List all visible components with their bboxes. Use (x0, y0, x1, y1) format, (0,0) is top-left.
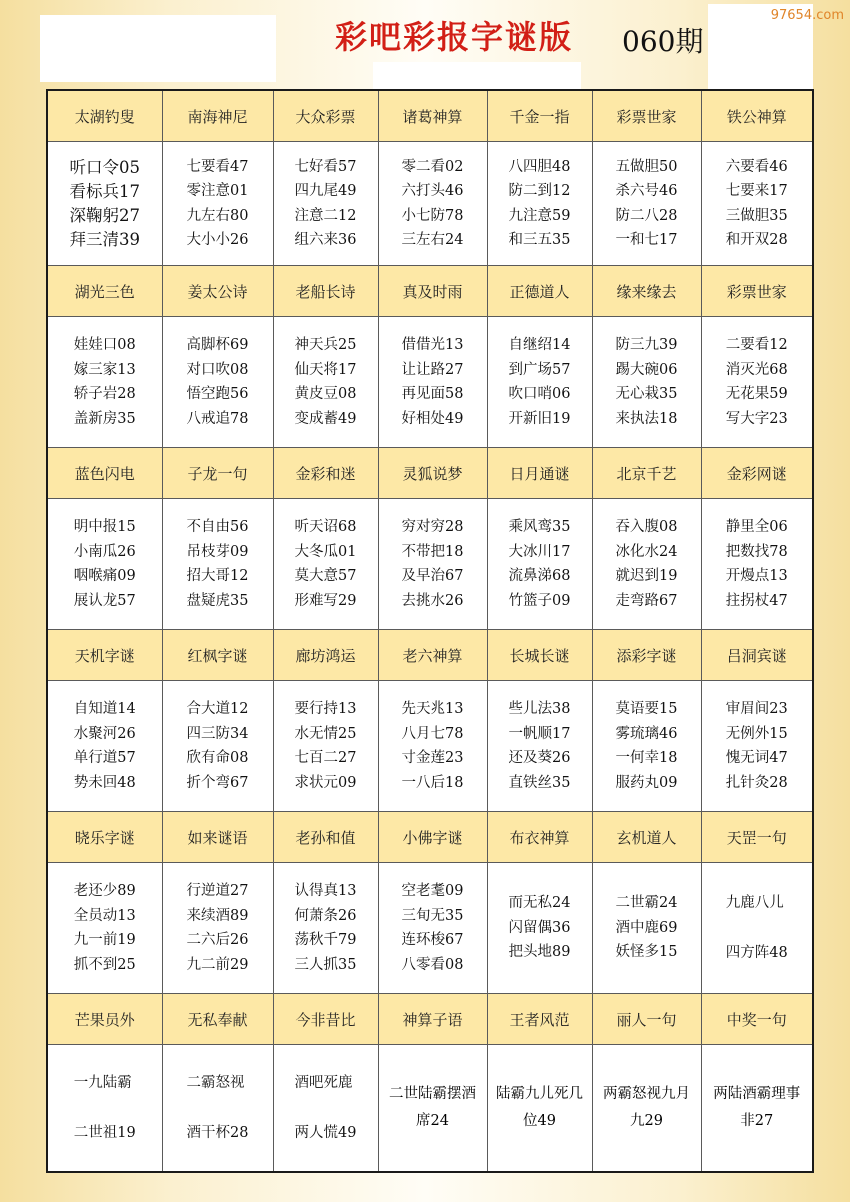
riddle-line: 大小小26 (186, 232, 249, 248)
header-cell: 晓乐字谜 (47, 812, 162, 863)
header-cell: 子龙一句 (162, 448, 273, 499)
riddle-line: 小七防78 (401, 207, 464, 224)
header-cell: 金彩网谜 (701, 448, 813, 499)
riddle-line: 行逆道27 (186, 883, 249, 899)
riddle-line: 仙天将17 (294, 361, 357, 378)
content-row (47, 142, 813, 266)
riddle-line: 要行持13 (294, 701, 357, 717)
riddle-line: 踢大碗06 (615, 361, 678, 378)
riddle-line: 防三九39 (615, 337, 678, 353)
header-row (47, 630, 813, 681)
riddle-cell (162, 142, 273, 266)
riddle-cell (701, 317, 813, 448)
riddle-line: 何萧条26 (294, 907, 357, 924)
riddle-cell (487, 317, 592, 448)
riddle-line: 流鼻涕68 (508, 568, 571, 584)
riddle-line: 招大哥12 (186, 568, 249, 584)
riddle-line: 拄拐杖47 (725, 592, 788, 609)
riddle-line: 四九尾49 (294, 183, 357, 199)
issue-number: 060期 (622, 25, 704, 58)
riddle-line: 八四胆48 (508, 158, 571, 175)
riddle-line: 四方阵48 (725, 945, 788, 961)
riddle-line: 九左右80 (186, 207, 249, 224)
riddle-line: 让让路27 (401, 361, 464, 378)
riddle-cell (592, 1045, 701, 1173)
riddle-cell (47, 681, 162, 812)
header-row (47, 90, 813, 142)
header-cell: 吕洞宾谜 (701, 630, 813, 681)
riddle-line: 吊枝芽09 (186, 543, 249, 560)
riddle-line: 三左右24 (401, 232, 464, 248)
header-cell: 南海神尼 (162, 90, 273, 142)
riddle-line: 看标兵17 (69, 181, 140, 201)
riddle-line: 盖新房35 (73, 410, 136, 427)
header-cell: 无私奉献 (162, 994, 273, 1045)
riddle-cell (273, 681, 378, 812)
riddle-cell (162, 499, 273, 630)
riddle-line: 娃娃口08 (73, 337, 136, 353)
riddle-cell (162, 863, 273, 994)
riddle-line: 走弯路67 (615, 592, 678, 609)
riddle-line: 悟空跑56 (186, 386, 249, 402)
riddle-line: 再见面58 (401, 386, 464, 402)
riddle-line: 酒吧死鹿 (294, 1075, 353, 1091)
riddle-line: 变成蓄49 (294, 410, 357, 427)
riddle-line: 二世陆霸摆酒席24 (389, 1086, 476, 1129)
riddle-line: 防二八28 (615, 207, 678, 224)
riddle-cell (162, 1045, 273, 1173)
riddle-line: 去挑水26 (401, 592, 464, 609)
riddle-line: 嫁三家13 (73, 361, 136, 378)
riddle-line: 老还少89 (73, 883, 136, 899)
riddle-line: 九鹿八儿 (725, 895, 784, 911)
riddle-line: 和三五35 (508, 232, 571, 248)
riddle-line: 两陆酒霸理事非27 (713, 1086, 801, 1129)
riddle-line: 就迟到19 (615, 568, 678, 584)
header-cell: 小佛字谜 (378, 812, 487, 863)
riddle-line: 穷对穷28 (401, 519, 464, 535)
riddle-line: 小南瓜26 (73, 543, 136, 560)
header-row (47, 812, 813, 863)
header-cell: 铁公神算 (701, 90, 813, 142)
riddle-cell (592, 142, 701, 266)
riddle-cell (701, 1045, 813, 1173)
riddle-line: 听天诏68 (294, 519, 357, 535)
blank-box-center (373, 62, 581, 90)
riddle-line: 先天兆13 (401, 701, 464, 717)
riddle-line: 组六来36 (294, 232, 357, 248)
riddle-line: 来执法18 (615, 410, 678, 427)
header-cell: 灵狐说梦 (378, 448, 487, 499)
riddle-cell (701, 681, 813, 812)
riddle-line: 四三防34 (186, 725, 249, 742)
riddle-line: 黄皮豆08 (294, 386, 357, 402)
riddle-line: 而无私24 (508, 895, 571, 912)
riddle-cell (592, 499, 701, 630)
header-cell: 大众彩票 (273, 90, 378, 142)
riddle-line: 静里全06 (725, 519, 788, 535)
riddle-line: 大冬瓜01 (294, 543, 357, 560)
riddle-line: 盘疑虎35 (186, 592, 249, 609)
riddle-line: 冰化水24 (615, 543, 678, 560)
riddle-cell (273, 142, 378, 266)
riddle-line: 两霸怒视九月九29 (603, 1086, 690, 1129)
riddle-cell (162, 681, 273, 812)
header-cell: 日月通谜 (487, 448, 592, 499)
riddle-line: 服药丸09 (615, 774, 678, 791)
riddle-line: 杀六号46 (615, 183, 678, 199)
riddle-line: 轿子岩28 (73, 386, 136, 402)
header-cell: 如来谜语 (162, 812, 273, 863)
riddle-line: 到广场57 (508, 361, 571, 378)
riddle-line: 不自由56 (186, 519, 249, 535)
riddle-line: 自继绍14 (508, 337, 571, 353)
riddle-line: 一和七17 (615, 232, 678, 248)
riddle-line: 吹口哨06 (508, 386, 571, 402)
riddle-line: 防二到12 (508, 183, 571, 199)
riddle-line: 审眉间23 (725, 701, 788, 717)
riddle-line: 无花果59 (725, 386, 788, 402)
riddle-line: 写大字23 (725, 410, 788, 427)
riddle-cell (378, 1045, 487, 1173)
riddle-cell (47, 317, 162, 448)
riddle-line: 还及葵26 (508, 750, 571, 766)
riddle-line: 开熳点13 (725, 568, 788, 584)
header-cell: 廊坊鸿运 (273, 630, 378, 681)
riddle-line: 二世霸24 (615, 895, 678, 912)
riddle-line: 展认龙57 (73, 592, 136, 609)
riddle-line: 借借光13 (401, 337, 464, 353)
riddle-line: 形难写29 (294, 592, 357, 609)
riddle-line: 妖怪多15 (615, 944, 678, 961)
riddle-line: 三做胆35 (725, 207, 788, 224)
riddle-line: 三人抓35 (294, 956, 357, 973)
riddle-line: 六要看46 (725, 158, 788, 175)
watermark-text: 97654.com (770, 8, 844, 23)
riddle-cell (273, 317, 378, 448)
riddle-line: 七百二27 (294, 750, 357, 766)
riddle-line: 一何幸18 (615, 750, 678, 766)
header-cell: 中奖一句 (701, 994, 813, 1045)
riddle-line: 些儿法38 (508, 701, 571, 717)
riddle-table (46, 89, 814, 1173)
riddle-line: 七好看57 (294, 158, 357, 175)
riddle-cell (378, 142, 487, 266)
riddle-line: 明中报15 (73, 519, 136, 535)
content-row (47, 499, 813, 630)
header-cell: 姜太公诗 (162, 266, 273, 317)
riddle-line: 拜三清39 (69, 229, 140, 249)
header-cell: 真及时雨 (378, 266, 487, 317)
riddle-line: 零二看02 (401, 158, 464, 175)
riddle-line: 九二前29 (186, 956, 249, 973)
riddle-line: 直铁丝35 (508, 774, 571, 791)
content-row (47, 317, 813, 448)
riddle-cell (378, 681, 487, 812)
riddle-cell (592, 681, 701, 812)
riddle-line: 二世祖19 (73, 1125, 136, 1141)
riddle-line: 一帆顺17 (508, 725, 571, 742)
riddle-cell (378, 863, 487, 994)
riddle-cell (378, 499, 487, 630)
riddle-line: 折个弯67 (186, 774, 249, 791)
header-cell: 正德道人 (487, 266, 592, 317)
riddle-line: 七要看47 (186, 158, 249, 175)
riddle-line: 九注意59 (508, 207, 571, 224)
riddle-cell (47, 142, 162, 266)
riddle-line: 吞入腹08 (615, 519, 678, 535)
header-cell: 太湖钓叟 (47, 90, 162, 142)
page-title: 彩吧彩报字谜版 (335, 18, 574, 56)
riddle-cell (47, 863, 162, 994)
riddle-line: 势未回48 (73, 774, 136, 791)
riddle-line: 扎针灸28 (725, 774, 788, 791)
header-row (47, 994, 813, 1045)
header-cell: 老六神算 (378, 630, 487, 681)
riddle-line: 自知道14 (73, 701, 136, 717)
header-row (47, 266, 813, 317)
riddle-cell (47, 499, 162, 630)
riddle-line: 注意二12 (294, 207, 357, 224)
riddle-cell (487, 681, 592, 812)
header-cell: 神算子语 (378, 994, 487, 1045)
riddle-line: 无心栽35 (615, 386, 678, 402)
riddle-line: 八零看08 (401, 956, 464, 973)
riddle-line: 酒中鹿69 (615, 919, 678, 936)
riddle-line: 三旬无35 (401, 907, 464, 924)
riddle-cell (273, 499, 378, 630)
riddle-line: 高脚杯69 (186, 337, 249, 353)
riddle-line: 愧无词47 (725, 750, 788, 766)
riddle-line: 全员动13 (73, 907, 136, 924)
header-cell: 千金一指 (487, 90, 592, 142)
riddle-line: 寸金莲23 (401, 750, 464, 766)
riddle-line: 无例外15 (725, 725, 788, 742)
riddle-line: 二霸怒视 (186, 1075, 245, 1091)
header-cell: 诸葛神算 (378, 90, 487, 142)
riddle-line: 来续酒89 (186, 907, 249, 924)
header-cell: 长城长谜 (487, 630, 592, 681)
riddle-line: 六打头46 (401, 183, 464, 199)
riddle-line: 把头地89 (508, 944, 571, 961)
riddle-line: 及早治67 (401, 568, 464, 584)
header-cell: 添彩字谜 (592, 630, 701, 681)
riddle-cell (701, 499, 813, 630)
header-cell: 金彩和迷 (273, 448, 378, 499)
riddle-line: 一八后18 (401, 774, 464, 791)
riddle-cell (47, 1045, 162, 1173)
riddle-line: 把数找78 (725, 543, 788, 560)
header-cell: 玄机道人 (592, 812, 701, 863)
riddle-line: 单行道57 (73, 750, 136, 766)
riddle-line: 水无情25 (294, 725, 357, 742)
header-cell: 老船长诗 (273, 266, 378, 317)
riddle-cell (162, 317, 273, 448)
riddle-cell (701, 863, 813, 994)
riddle-line: 莫大意57 (294, 568, 357, 584)
riddle-line: 抓不到25 (73, 956, 136, 973)
riddle-line: 消灭光68 (725, 361, 788, 378)
riddle-line: 欣有命08 (186, 750, 249, 766)
header-cell: 红枫字谜 (162, 630, 273, 681)
riddle-cell (273, 863, 378, 994)
header-cell: 天机字谜 (47, 630, 162, 681)
header-cell: 蓝色闪电 (47, 448, 162, 499)
riddle-cell (592, 317, 701, 448)
riddle-cell (487, 499, 592, 630)
riddle-line: 闪留偶36 (508, 919, 571, 936)
blank-box-left (40, 15, 276, 82)
riddle-line: 听口令05 (69, 157, 140, 177)
riddle-line: 五做胆50 (615, 158, 678, 175)
riddle-line: 乘风鸾35 (508, 519, 571, 535)
riddle-line: 认得真13 (294, 883, 357, 899)
riddle-line: 雾琉璃46 (615, 725, 678, 742)
riddle-line: 陆霸九儿死几位49 (496, 1086, 583, 1129)
header-cell: 丽人一句 (592, 994, 701, 1045)
riddle-line: 竹篮子09 (508, 592, 571, 609)
riddle-line: 九一前19 (73, 932, 136, 948)
riddle-line: 二要看12 (725, 337, 788, 353)
header-cell: 缘来缘去 (592, 266, 701, 317)
header-cell: 彩票世家 (701, 266, 813, 317)
riddle-line: 合大道12 (186, 701, 249, 717)
riddle-line: 对口吹08 (186, 361, 249, 378)
header-cell: 北京千艺 (592, 448, 701, 499)
riddle-line: 荡秋千79 (294, 932, 357, 948)
riddle-cell (378, 317, 487, 448)
riddle-line: 大冰川17 (508, 543, 571, 560)
riddle-cell (487, 1045, 592, 1173)
riddle-line: 八月七78 (401, 725, 464, 742)
riddle-line: 连环梭67 (401, 932, 464, 948)
riddle-line: 深鞠躬27 (69, 205, 140, 225)
riddle-line: 零注意01 (186, 183, 249, 199)
riddle-line: 求状元09 (294, 774, 357, 791)
header-cell: 芒果员外 (47, 994, 162, 1045)
riddle-line: 水聚河26 (73, 725, 136, 742)
header-cell: 王者风范 (487, 994, 592, 1045)
riddle-line: 酒干杯28 (186, 1125, 249, 1141)
content-row (47, 681, 813, 812)
riddle-line: 七要来17 (725, 183, 788, 199)
riddle-cell (487, 863, 592, 994)
riddle-line: 和开双28 (725, 232, 788, 248)
riddle-line: 不带把18 (401, 543, 464, 560)
header-cell: 老孙和值 (273, 812, 378, 863)
riddle-line: 咽喉痛09 (73, 568, 136, 584)
riddle-cell (701, 142, 813, 266)
riddle-line: 二六后26 (186, 932, 249, 948)
riddle-line: 莫语要15 (615, 701, 678, 717)
riddle-line: 开新旧19 (508, 410, 571, 427)
riddle-line: 八戒追78 (186, 410, 249, 427)
riddle-line: 两人慌49 (294, 1125, 357, 1141)
riddle-line: 好相处49 (401, 410, 464, 427)
riddle-line: 神天兵25 (294, 337, 357, 353)
header-cell: 彩票世家 (592, 90, 701, 142)
riddle-cell (487, 142, 592, 266)
content-row (47, 1045, 813, 1173)
riddle-cell (273, 1045, 378, 1173)
header-cell: 今非昔比 (273, 994, 378, 1045)
header-cell: 布衣神算 (487, 812, 592, 863)
header-row (47, 448, 813, 499)
header-cell: 天罡一句 (701, 812, 813, 863)
content-row (47, 863, 813, 994)
riddle-line: 一九陆霸 (73, 1075, 132, 1091)
riddle-cell (592, 863, 701, 994)
header-cell: 湖光三色 (47, 266, 162, 317)
riddle-line: 空老耄09 (401, 883, 464, 899)
